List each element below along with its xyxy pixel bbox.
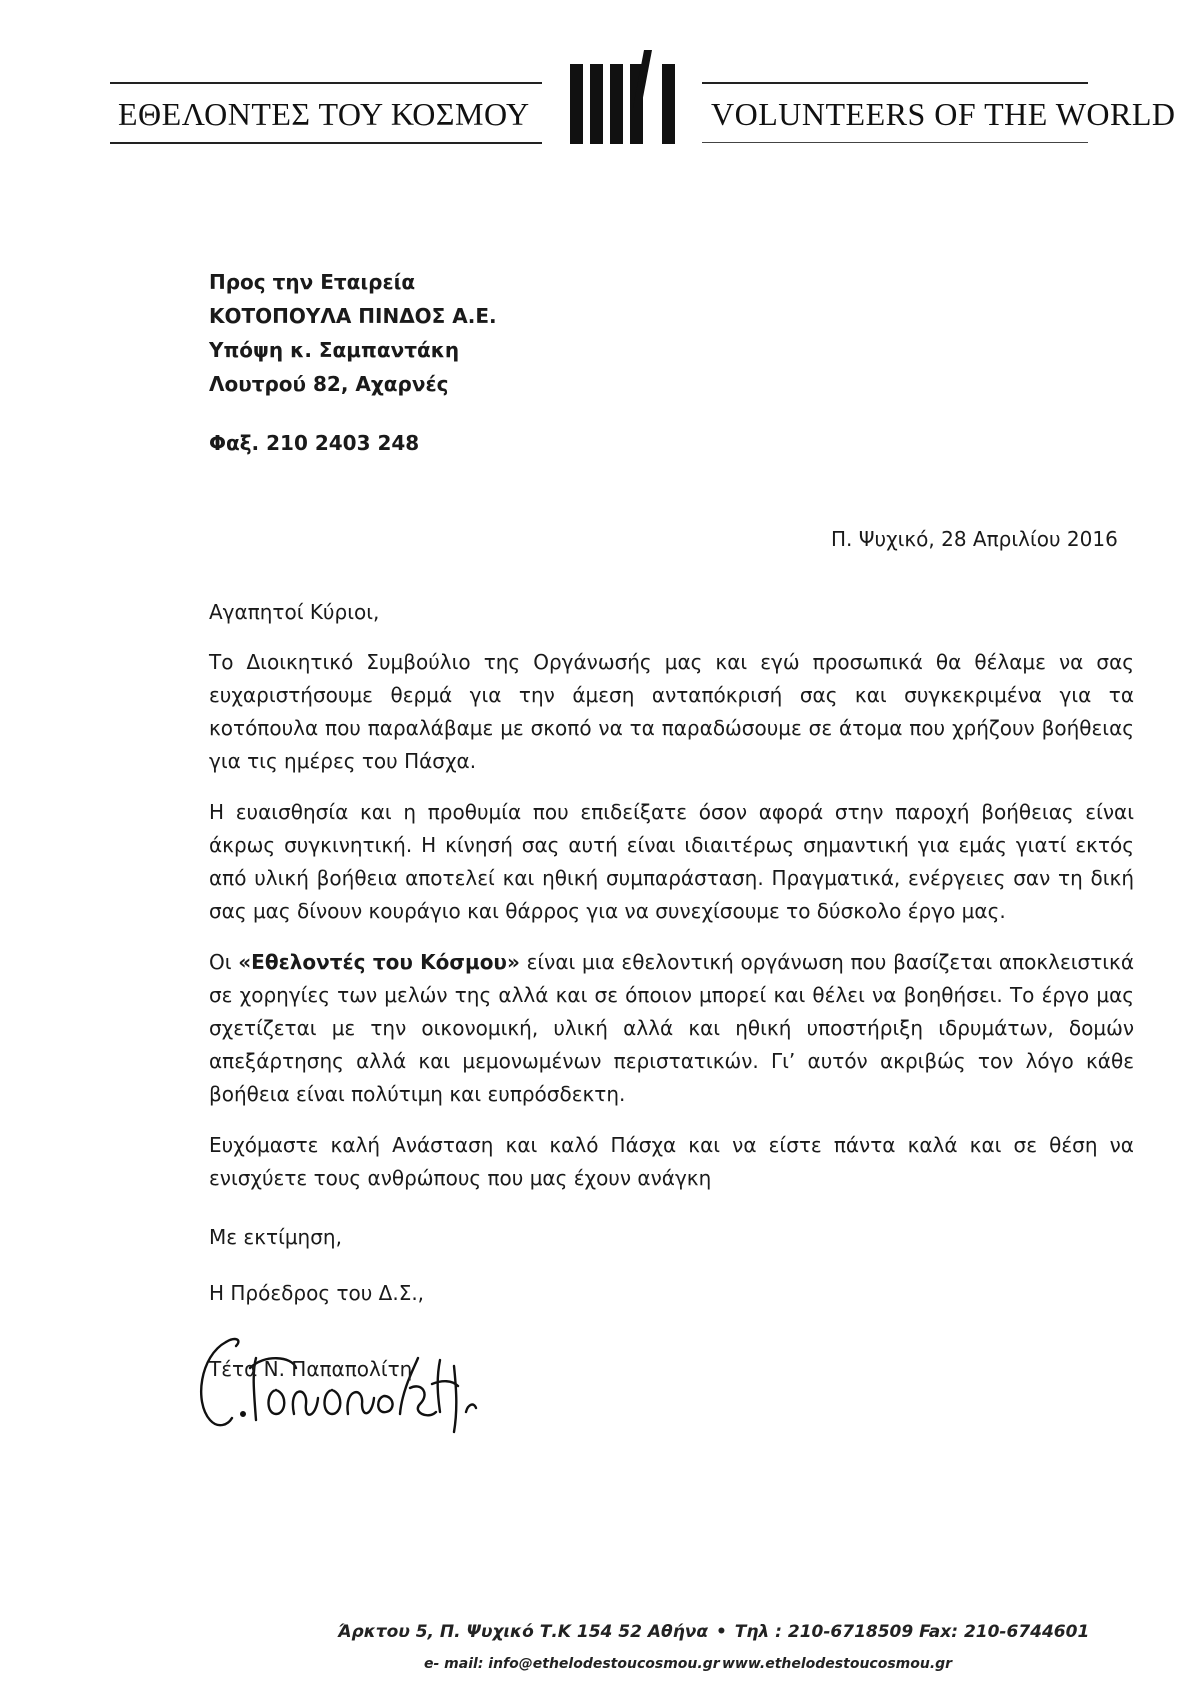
signatory-title: Η Πρόεδρος του Δ.Σ.,	[209, 1281, 425, 1305]
signatory-name: Τέτα Ν. Παπαπολίτη	[209, 1357, 413, 1381]
body-paragraph-3	[209, 946, 1134, 1111]
organization-logo	[562, 50, 688, 148]
footer-bullet: •	[715, 1622, 727, 1642]
recipient-company-line: Προς την Εταιρεία	[209, 270, 416, 294]
footer-website[interactable]: www.ethelodestoucosmou.gr	[722, 1656, 953, 1672]
org-name-greek: ΕΘΕΛΟΝΤΕΣ ΤΟΥ ΚΟΣΜΟΥ	[118, 96, 530, 132]
salutation: Αγαπητοί Κύριοι,	[209, 600, 380, 624]
body-paragraph-3-rest: είναι μια εθελοντική οργάνωση που βασίζεται αποκλειστικά σε χορηγίες των μελών της αλλά και σε όποιον μπορεί και θέλει να βοηθήσει. Το έργο μας σχετίζεται με την οικονομική, υλική αλλά και ηθική υποστήριξη ιδρυμάτων, δομών απεξάρτησης αλλά και μεμονωμένων περιστατικών. Γι’ αυτόν ακριβώς τον λόγο κάθε βοήθεια είναι πολύτιμη και ευπρόσδεκτη.	[209, 950, 1134, 1106]
footer-email[interactable]: e- mail: info@ethelodestoucosmou.gr	[424, 1656, 720, 1672]
body-paragraph-4: Ευχόμαστε καλή Ανάσταση και καλό Πάσχα και να είστε πάντα καλά και σε θέση να ενισχύετε τους ανθρώπους που μας έχουν ανάγκη	[209, 1133, 1134, 1190]
org-name-emphasis: «Εθελοντές του Κόσμου»	[238, 950, 520, 974]
body-paragraph-1: Το Διοικητικό Συμβούλιο της Οργάνωσής μας και εγώ προσωπικά θα θέλαμε να σας ευχαριστήσουμε θερμά για την άμεση ανταπόκρισή σας και συγκεκριμένα για τα κοτόπουλα που παραλάβαμε με σκοπό να τα παραδώσουμε σε άτομα που χρήζουν βοήθειας για τις ημέρες του Πάσχα.	[209, 650, 1134, 773]
letterhead-rule-top-left	[110, 82, 542, 84]
recipient-address: Λουτρού 82, Αχαρνές	[209, 372, 449, 396]
letterhead-rule-bottom-left	[110, 142, 542, 144]
footer-phone-fax: Τηλ : 210-6718509 Fax: 210-6744601	[734, 1622, 1090, 1642]
footer-contact-line	[338, 1622, 1089, 1642]
handwritten-signature	[196, 1328, 496, 1443]
closing-regards: Με εκτίμηση,	[209, 1225, 342, 1249]
recipient-attention: Υπόψη κ. Σαμπαντάκη	[209, 338, 460, 362]
recipient-company-name: ΚΟΤΟΠΟΥΛΑ ΠΙΝΔΟΣ Α.Ε.	[209, 304, 497, 328]
body-paragraph-3-prefix: Οι	[209, 950, 239, 974]
letter-date: Π. Ψυχικό, 28 Απριλίου 2016	[831, 527, 1118, 551]
body-paragraph-2: Η ευαισθησία και η προθυμία που επιδείξατε όσον αφορά στην παροχή βοήθειας είναι άκρως συγκινητική. Η κίνησή σας αυτή είναι ιδιαιτέρως σημαντική για εμάς γιατί εκτός από υλική βοήθεια αποτελεί και ηθική συμπαράσταση. Πραγματικά, ενέργειες σαν τη δική σας μας δίνουν κουράγιο και θάρρος για να συνεχίσουμε το δύσκολο έργο μας.	[209, 800, 1134, 923]
recipient-fax: Φαξ. 210 2403 248	[209, 431, 420, 455]
org-name-english: VOLUNTEERS OF THE WORLD	[711, 96, 1176, 132]
letterhead-rule-bottom-right	[702, 142, 1088, 143]
letterhead-rule-top-right	[702, 82, 1088, 84]
footer-address: Άρκτου 5, Π. Ψυχικό Τ.Κ 154 52 Αθήνα	[338, 1622, 709, 1642]
